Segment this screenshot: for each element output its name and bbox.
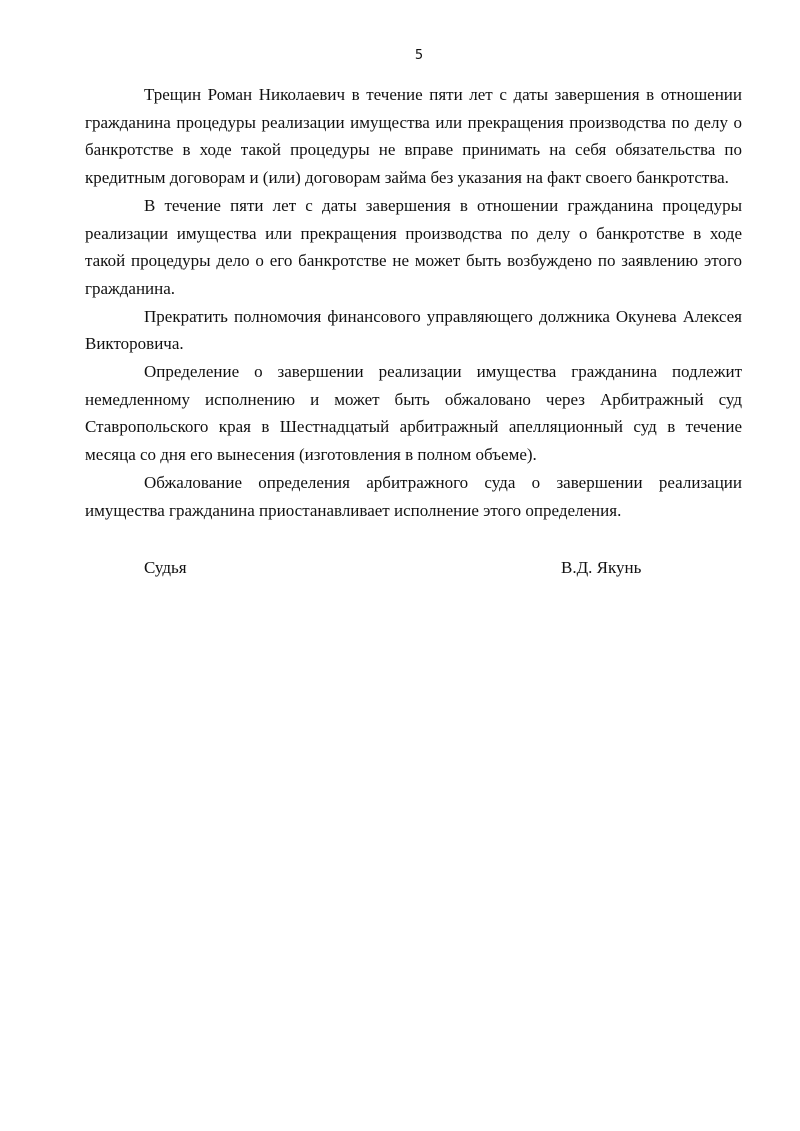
paragraph-appeal-suspension: Обжалование определения арбитражного суда о завершении реализации имущества гражданина приостанавливает исполнение этого определения. bbox=[85, 472, 742, 520]
judge-title: Судья bbox=[144, 558, 187, 577]
document-body bbox=[85, 81, 742, 524]
paragraph-terminate-manager-powers: Прекратить полномочия финансового управляющего должника Окунева Алексея Викторовича. bbox=[85, 306, 742, 354]
judge-name: В.Д. Якунь bbox=[561, 558, 642, 577]
paragraph-restriction-obligations: Трещин Роман Николаевич в течение пяти лет с даты завершения в отношении гражданина процедуры реализации имущества или прекращения производства по делу о банкротстве в ходе такой процедуры не вправе принимать на себя обязательства по кредитным договорам и (или) договорам займа без указания на факт своего банкротства. bbox=[85, 85, 742, 188]
page-number: 5 bbox=[414, 48, 424, 63]
paragraph-immediate-execution: Определение о завершении реализации имущества гражданина подлежит немедленному исполнению и может быть обжаловано через Арбитражный суд Ставропольского края в Шестнадцатый арбитражный апелляционный суд в течение месяца со дня его вынесения (изготовления в полном объеме). bbox=[85, 362, 742, 465]
signature-block bbox=[144, 554, 744, 582]
paragraph-restriction-bankruptcy-case: В течение пяти лет с даты завершения в отношении гражданина процедуры реализации имущества или прекращения производства по делу о банкротстве в ходе такой процедуры дело о его банкротстве не может быть возбуждено по заявлению этого гражданина. bbox=[85, 195, 742, 298]
